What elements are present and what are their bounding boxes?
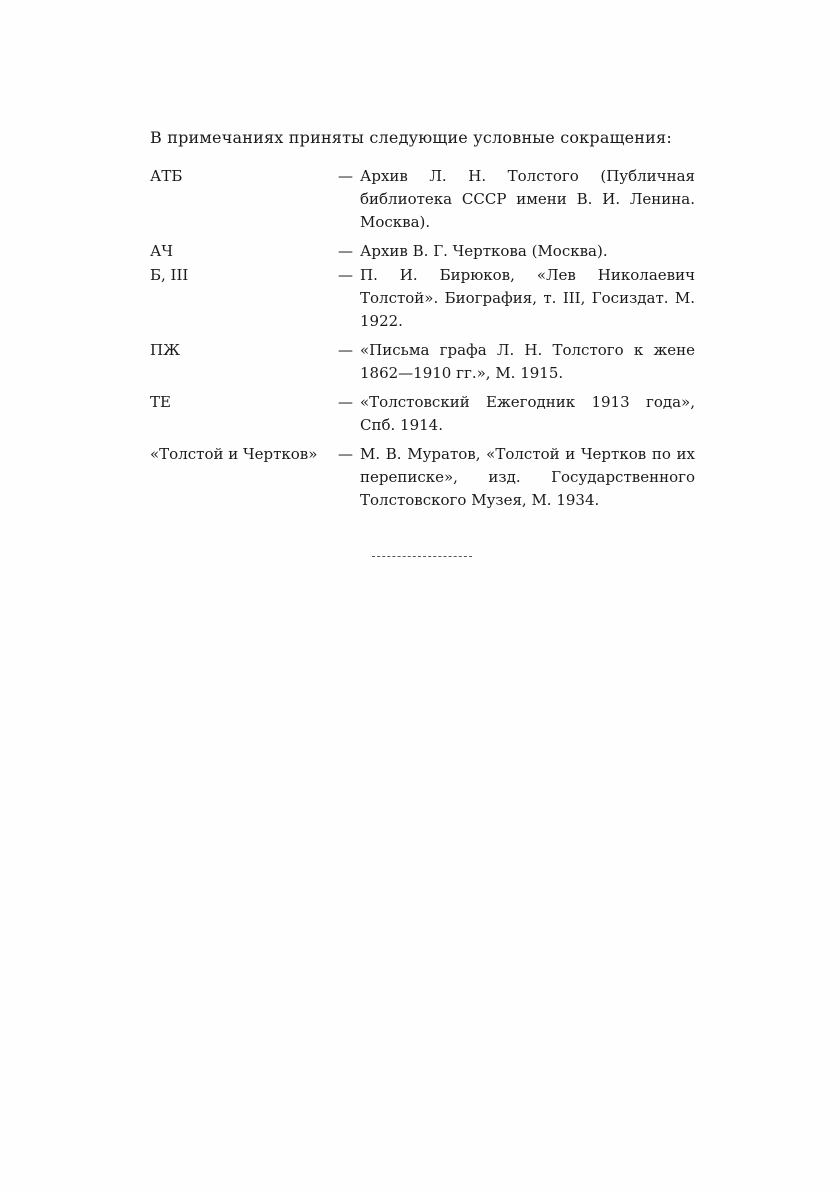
abbreviation-row-te bbox=[150, 391, 695, 437]
abbreviation-term: АТБ bbox=[150, 167, 183, 185]
abbreviation-definition: М. В. Муратов, «Толстой и Чертков по их переписке», изд. Государственного Толстовского Музея, М. 1934. bbox=[360, 445, 695, 509]
abbreviation-list bbox=[150, 165, 695, 512]
abbreviation-term: ПЖ bbox=[150, 341, 180, 359]
abbreviation-term: АЧ bbox=[150, 242, 173, 260]
dash-separator: — bbox=[338, 341, 353, 359]
section-divider bbox=[372, 556, 472, 557]
intro-text: В примечаниях приняты следующие условные сокращения: bbox=[150, 128, 672, 147]
abbreviation-row-atb bbox=[150, 165, 695, 234]
dash-separator: — bbox=[338, 445, 353, 463]
dash-separator: — bbox=[338, 266, 353, 284]
abbreviation-row-b3 bbox=[150, 264, 695, 333]
abbreviation-term: «Толстой и Чертков» bbox=[150, 445, 318, 463]
dash-separator: — bbox=[338, 167, 353, 185]
abbreviation-term: ТЕ bbox=[150, 393, 171, 411]
abbreviation-row-pzh bbox=[150, 339, 695, 385]
abbreviation-row-tolstoy-chertkov bbox=[150, 443, 695, 512]
abbreviation-definition: Архив Л. Н. Толстого (Публичная библиотека СССР имени В. И. Ленина. Москва). bbox=[360, 167, 695, 231]
dash-separator: — bbox=[338, 393, 353, 411]
abbreviation-definition: «Толстовский Ежегодник 1913 года», Спб. 1914. bbox=[360, 393, 695, 434]
abbreviation-definition: П. И. Бирюков, «Лев Николаевич Толстой». Биография, т. III, Госиздат. М. 1922. bbox=[360, 266, 695, 330]
abbreviation-definition: «Письма графа Л. Н. Толстого к жене 1862—1910 гг.», М. 1915. bbox=[360, 341, 695, 382]
abbreviation-definition: Архив В. Г. Черткова (Москва). bbox=[360, 242, 608, 260]
dash-separator: — bbox=[338, 242, 353, 260]
abbreviation-term: Б, III bbox=[150, 266, 189, 284]
abbreviation-row-ach bbox=[150, 240, 695, 263]
